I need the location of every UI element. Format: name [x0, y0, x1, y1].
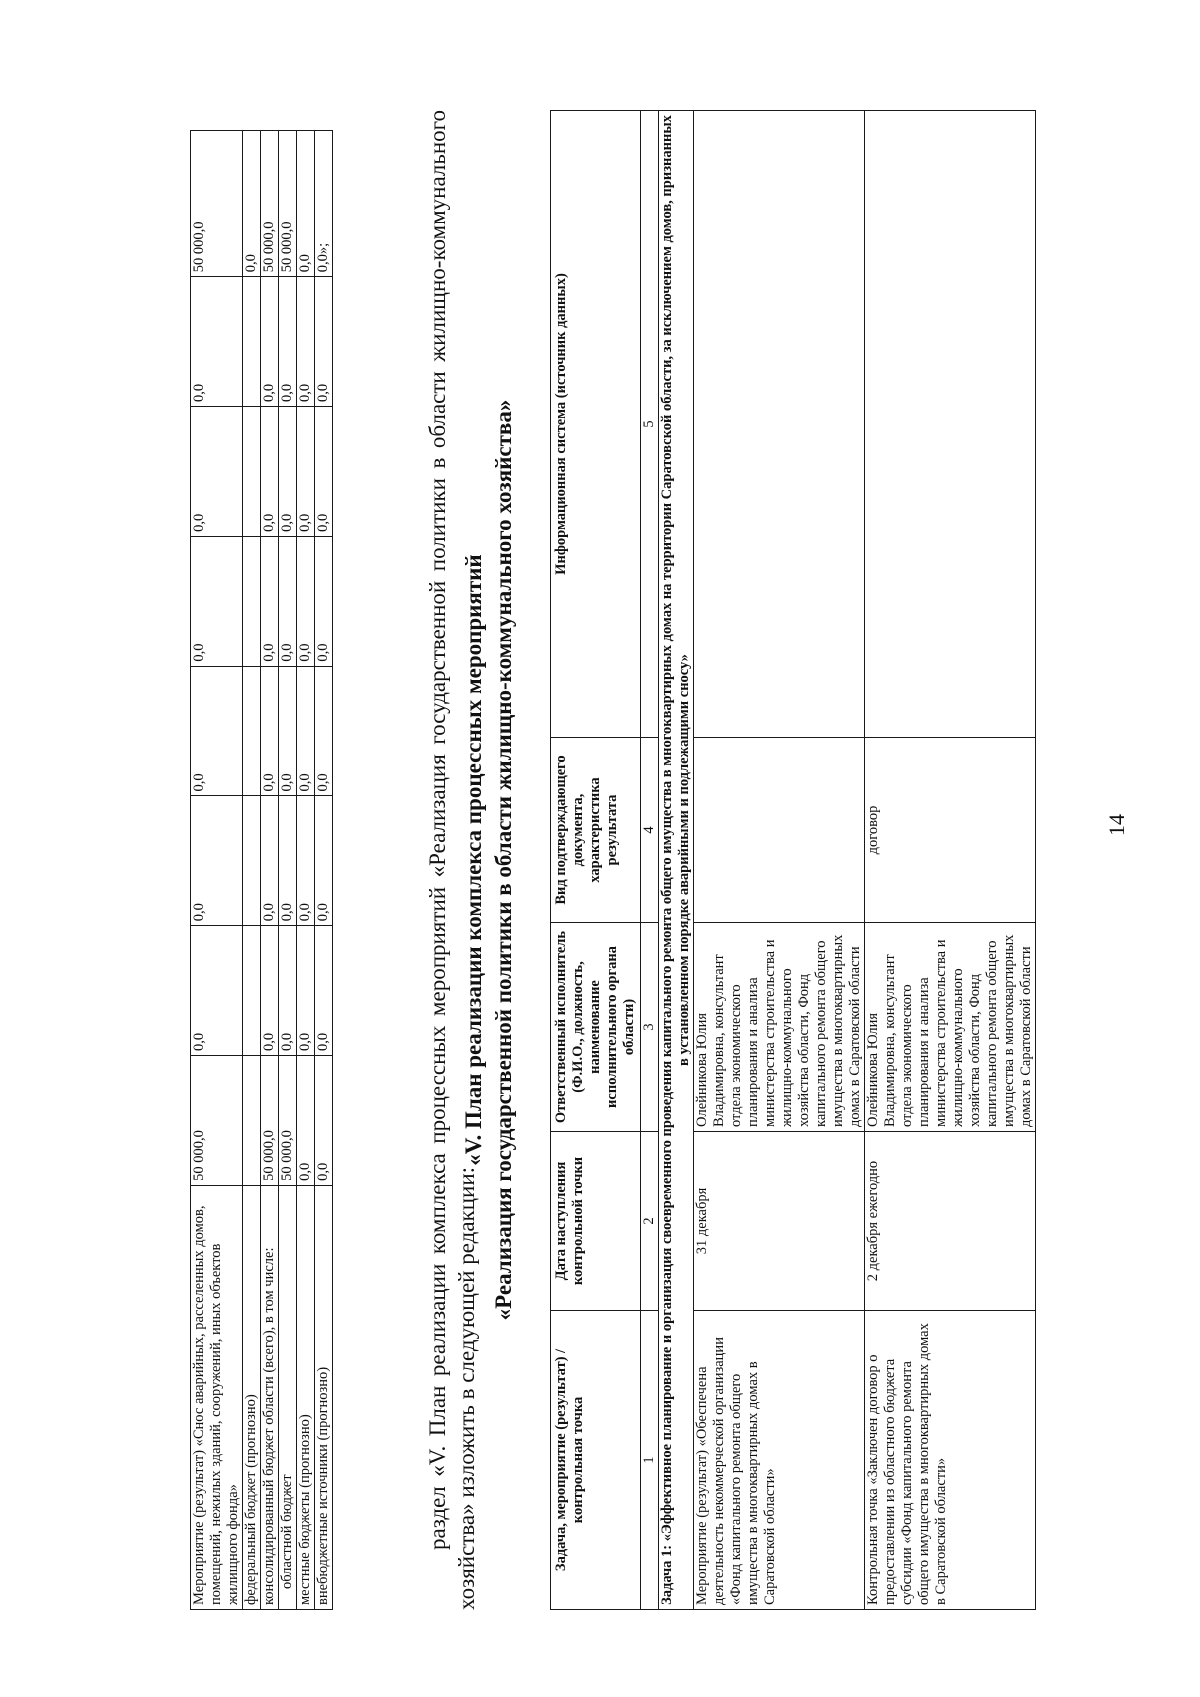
plan-item-system — [694, 111, 865, 738]
table-row — [279, 131, 297, 1610]
finance-cell: 0,0 — [261, 407, 279, 537]
table-row — [191, 131, 243, 1610]
table-row — [694, 111, 865, 1610]
column-number: 5 — [641, 111, 659, 738]
finance-cell: 0,0 — [191, 926, 243, 1056]
finance-cell: 0,0 — [261, 277, 279, 407]
column-header: Информационная система (источник данных) — [551, 111, 641, 738]
table-row — [243, 131, 261, 1610]
finance-cell: 0,0 — [279, 277, 297, 407]
finance-cell — [243, 666, 261, 796]
finance-cell: 0,0 — [261, 796, 279, 926]
finance-cell — [243, 1056, 261, 1186]
finance-cell: 0,0 — [297, 1056, 315, 1186]
finance-cell — [243, 796, 261, 926]
finance-total-cell: 50 000,0 — [261, 131, 279, 277]
plan-item-system — [865, 111, 1036, 738]
finance-cell: 0,0 — [279, 536, 297, 666]
table-header-row — [551, 111, 641, 1610]
finance-cell: 0,0 — [297, 666, 315, 796]
finance-total-cell: 0,0 — [297, 131, 315, 277]
finance-cell: 0,0 — [279, 796, 297, 926]
column-number: 3 — [641, 923, 659, 1132]
finance-cell: 50 000,0 — [261, 1056, 279, 1186]
column-number: 4 — [641, 738, 659, 923]
finance-total-cell: 0,0 — [243, 131, 261, 277]
finance-row-label: местные бюджеты (прогнозно) — [297, 1185, 315, 1609]
task-row — [659, 111, 694, 1610]
plan-item-date: 31 декабря — [694, 1132, 865, 1311]
page-number: 14 — [1104, 814, 1129, 836]
finance-cell: 0,0 — [315, 796, 333, 926]
finance-total-cell: 50 000,0 — [279, 131, 297, 277]
finance-cell: 0,0 — [191, 277, 243, 407]
table-row — [297, 131, 315, 1610]
finance-cell: 0,0 — [315, 277, 333, 407]
plan-item-document: договор — [865, 738, 1036, 923]
landscape-content — [190, 50, 1150, 1610]
finance-cell: 0,0 — [315, 1056, 333, 1186]
finance-cell: 0,0 — [279, 666, 297, 796]
plan-item-name: Мероприятие (результат) «Обеспечена деятельность некоммерческой организации «Фонд капитального ремонта общего имущества в многоквартирных домах в Саратовской области» — [694, 1311, 865, 1610]
table-row — [315, 131, 333, 1610]
column-number-row — [641, 111, 659, 1610]
finance-cell: 0,0 — [297, 796, 315, 926]
finance-row-label: внебюджетные источники (прогнозно) — [315, 1185, 333, 1609]
finance-cell: 0,0 — [315, 407, 333, 537]
finance-row-label: областной бюджет — [279, 1185, 297, 1609]
column-number: 2 — [641, 1132, 659, 1311]
plan-item-document — [694, 738, 865, 923]
table-row — [865, 111, 1036, 1610]
finance-cell: 0,0 — [297, 536, 315, 666]
column-number: 1 — [641, 1311, 659, 1610]
finance-cell: 0,0 — [191, 796, 243, 926]
finance-cell: 0,0 — [261, 536, 279, 666]
finance-cell — [243, 536, 261, 666]
finance-table — [190, 130, 333, 1610]
column-header: Дата наступления контрольной точки — [551, 1132, 641, 1311]
finance-cell — [243, 926, 261, 1056]
section-heading: «V. План реализации комплекса процессных мероприятий — [461, 554, 486, 1166]
column-header: Задача, мероприятие (результат) / контрольная точка — [551, 1311, 641, 1610]
finance-cell: 0,0 — [297, 926, 315, 1056]
column-header: Ответственный исполнитель (Ф.И.О., должность, наименование исполнительного органа области) — [551, 923, 641, 1132]
finance-cell: 0,0 — [191, 407, 243, 537]
plan-item-name: Контрольная точка «Заключен договор о предоставлении из областного бюджета субсидии «Фонд капитального ремонта общего имущества в многоквартирных домах в Саратовской области» — [865, 1311, 1036, 1610]
finance-row-label: федеральный бюджет (прогнозно) — [243, 1185, 261, 1609]
plan-item-responsible: Олейникова Юлия Владимировна, консультант отдела экономического планирования и анализа министерства строительства и жилищно-коммунального хозяйства области, Фонд капитального ремонта общего имущества в многоквартирных домах в Саратовской области — [865, 923, 1036, 1132]
plan-item-date: 2 декабря ежегодно — [865, 1132, 1036, 1311]
section-subheading: «Реализация государственной политики в области жилищно-коммунального хозяйства» — [491, 399, 516, 1321]
finance-cell: 0,0 — [279, 407, 297, 537]
finance-cell: 0,0 — [315, 536, 333, 666]
plan-table — [550, 110, 1036, 1610]
intro-paragraph: раздел «V. План реализации комплекса процессных мероприятий «Реализация государственной политики в области жилищно-коммунального хозяйства» изложить в следующей редакции: — [425, 110, 479, 1610]
finance-cell — [243, 277, 261, 407]
finance-total-cell: 50 000,0 — [191, 131, 243, 277]
finance-cell: 0,0 — [315, 666, 333, 796]
finance-cell: 50 000,0 — [191, 1056, 243, 1186]
column-header: Вид подтверждающего документа, характеристика результата — [551, 738, 641, 923]
finance-cell: 0,0 — [297, 407, 315, 537]
finance-total-cell: 0,0»; — [315, 131, 333, 277]
finance-cell: 0,0 — [261, 926, 279, 1056]
finance-cell: 0,0 — [297, 277, 315, 407]
plan-item-responsible: Олейникова Юлия Владимировна, консультант отдела экономического планирования и анализа министерства строительства и жилищно-коммунального хозяйства области, Фонд капитального ремонта общего имущества в многоквартирных домах в Саратовской области — [694, 923, 865, 1132]
finance-cell: 0,0 — [315, 926, 333, 1056]
finance-cell: 0,0 — [279, 926, 297, 1056]
finance-cell: 50 000,0 — [279, 1056, 297, 1186]
table-row — [261, 131, 279, 1610]
finance-row-label: консолидированный бюджет области (всего), в том числе: — [261, 1185, 279, 1609]
finance-row-label: Мероприятие (результат) «Снос аварийных, расселенных домов, помещений, нежилых зданий, сооружений, иных объектов жилищного фонда» — [191, 1185, 243, 1609]
finance-cell: 0,0 — [191, 536, 243, 666]
finance-cell: 0,0 — [191, 666, 243, 796]
finance-cell: 0,0 — [261, 666, 279, 796]
finance-cell — [243, 407, 261, 537]
task-title: Задача 1: «Эффективное планирование и организация своевременного проведения капитального ремонта общего имущества в многоквартирных домах на территории Саратовской области, за исключением домов, признанных в установленном порядке аварийными и подлежащими сносу» — [659, 111, 694, 1610]
